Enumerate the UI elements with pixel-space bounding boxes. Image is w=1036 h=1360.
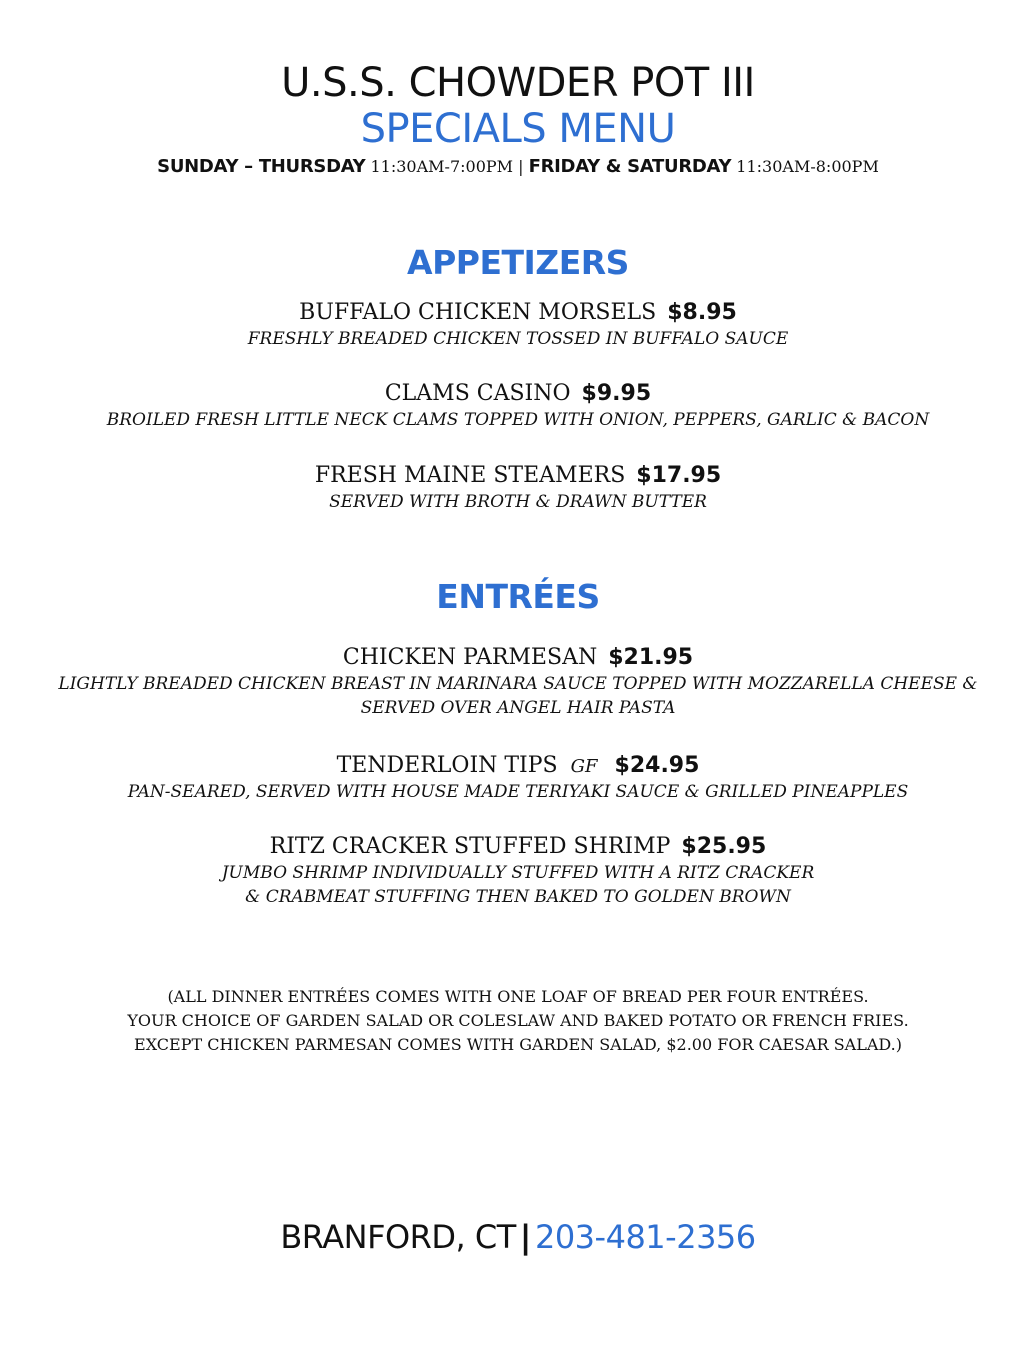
item-description: SERVED WITH BROTH & DRAWN BUTTER [329,492,707,513]
entree-note [0,985,1036,1057]
gluten-free-tag: GF [570,756,598,777]
appetizers-heading: APPETIZERS [407,243,629,282]
menu-header [0,60,1036,177]
item-name: CHICKEN PARMESAN [342,645,598,670]
item-price: $17.95 [636,463,722,488]
weekend-hours: 11:30AM-8:00PM [736,157,879,176]
item-name: TENDERLOIN TIPS [336,753,558,778]
item-name: CLAMS CASINO [384,381,571,406]
menu-title: SPECIALS MENU [360,106,676,152]
entree-note-line: YOUR CHOICE OF GARDEN SALAD OR COLESLAW AND BAKED POTATO OR FRENCH FRIES. [127,1011,909,1030]
item-description: BROILED FRESH LITTLE NECK CLAMS TOPPED WITH ONION, PEPPERS, GARLIC & BACON [106,410,930,431]
item-name: RITZ CRACKER STUFFED SHRIMP [269,834,671,859]
footer-contact [0,1218,1036,1256]
entree-note-line: (ALL DINNER ENTRÉES COMES WITH ONE LOAF OF BREAD PER FOUR ENTRÉES. [167,987,869,1006]
item-description [0,862,1036,910]
weekday-hours: 11:30AM-7:00PM [370,157,514,176]
item-description-line: & CRABMEAT STUFFING THEN BAKED TO GOLDEN BROWN [245,887,791,908]
menu-item-clams-casino [0,381,1036,433]
item-price: $9.95 [581,381,652,406]
item-description-line: LIGHTLY BREADED CHICKEN BREAST IN MARINARA SAUCE TOPPED WITH MOZZARELLA CHEESE & [58,674,978,695]
entree-note-line: EXCEPT CHICKEN PARMESAN COMES WITH GARDEN SALAD, $2.00 FOR CAESAR SALAD.) [134,1035,902,1054]
item-price: $21.95 [608,645,694,670]
weekday-label: SUNDAY – THURSDAY [157,156,366,177]
hours-separator: | [518,157,524,176]
menu-item-buffalo-chicken-morsels [0,300,1036,352]
item-description: PAN-SEARED, SERVED WITH HOUSE MADE TERIYAKI SAUCE & GRILLED PINEAPPLES [127,782,909,803]
menu-item-tenderloin-tips [0,753,1036,805]
restaurant-name: U.S.S. CHOWDER POT III [281,60,755,106]
item-name: BUFFALO CHICKEN MORSELS [299,300,657,325]
menu-item-chicken-parmesan [0,645,1036,721]
footer-location: BRANFORD, CT [280,1218,516,1256]
footer-separator: | [519,1218,531,1256]
weekend-label: FRIDAY & SATURDAY [528,156,732,177]
entrees-heading: ENTRÉES [436,577,600,616]
item-description-line: JUMBO SHRIMP INDIVIDUALLY STUFFED WITH A RITZ CRACKER [221,863,815,884]
menu-item-ritz-cracker-stuffed-shrimp [0,834,1036,910]
hours-line [0,156,1036,177]
item-price: $8.95 [667,300,737,325]
menu-item-fresh-maine-steamers [0,463,1036,515]
item-description: FRESHLY BREADED CHICKEN TOSSED IN BUFFALO SAUCE [247,329,789,350]
item-price: $25.95 [681,834,767,859]
phone-number: 203-481-2356 [534,1218,756,1256]
item-price: $24.95 [614,753,700,778]
item-name: FRESH MAINE STEAMERS [314,463,626,488]
item-description-line: SERVED OVER ANGEL HAIR PASTA [360,698,676,719]
item-description [0,673,1036,721]
